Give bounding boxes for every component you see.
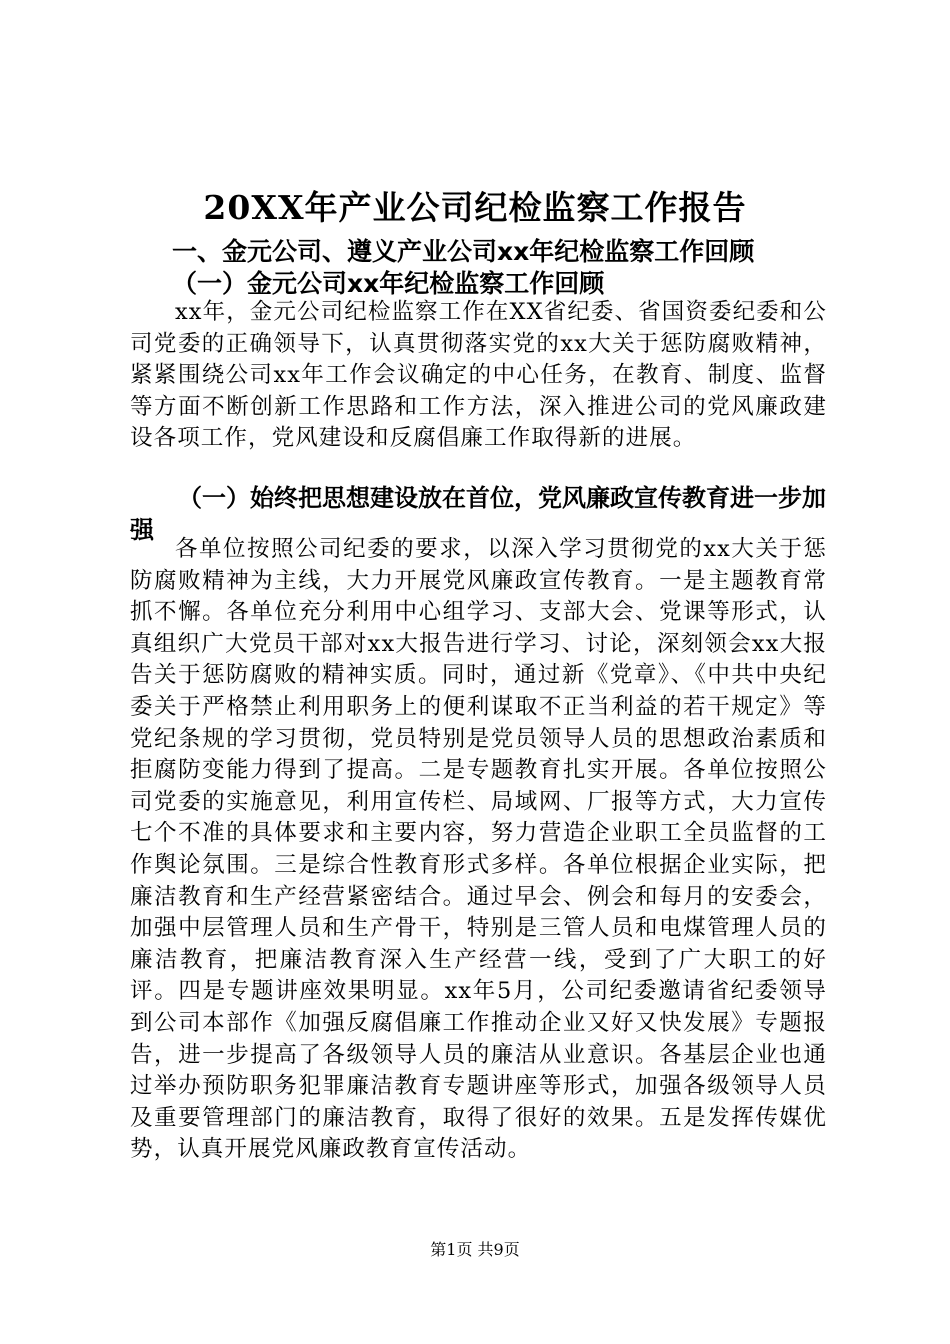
subsection-heading: （一）金元公司xx年纪检监察工作回顾 bbox=[172, 269, 605, 298]
page-footer: 第1页 共9页 bbox=[430, 1240, 520, 1259]
body-paragraph-2: 各单位按照公司纪委的要求，以深入学习贯彻党的xx大关于惩防腐败精神为主线，大力开展党风廉政宣传教育。一是主题教育常抓不懈。各单位充分利用中心组学习、支部大会、党课等形式，认真组织广大党员干部对xx大报告进行学习、讨论，深刻领会xx大报告关于惩防腐败的精神实质。同时，通过新《党章》、《中共中央纪委关于严格禁止利用职务上的便利谋取不正当利益的若干规定》等党纪条规的学习贯彻，党员特别是党员领导人员的思想政治素质和拒腐防变能力得到了提高。二是专题教育扎实开展。各单位按照公司党委的实施意见，利用宣传栏、局域网、厂报等方式，大力宣传七个不准的具体要求和主要内容，努力营造企业职工全员监督的工作舆论氛围。三是综合性教育形式多样。各单位根据企业实际，把廉洁教育和生产经营紧密结合。通过早会、例会和每月的安委会，加强中层管理人员和生产骨干，特别是三管人员和电煤管理人员的廉洁教育，把廉洁教育深入生产经营一线，受到了广大职工的好评。四是专题讲座效果明显。xx年5月，公司纪委邀请省纪委领导到公司本部作《加强反腐倡廉工作推动企业又好又快发展》专题报告，进一步提高了各级领导人员的廉洁从业意识。各基层企业也通过举办预防职务犯罪廉洁教育专题讲座等形式，加强各级领导人员及重要管理部门的廉洁教育，取得了很好的效果。五是发挥传媒优势，认真开展党风廉政教育宣传活动。 bbox=[130, 536, 827, 1163]
section-heading: 一、金元公司、遵义产业公司xx年纪检监察工作回顾 bbox=[172, 237, 755, 266]
point-heading: （一）始终把思想建设放在首位，党风廉政宣传教育进一步加强 bbox=[130, 484, 826, 544]
body-paragraph-1: xx年，金元公司纪检监察工作在XX省纪委、省国资委纪委和公司党委的正确领导下，认真贯彻落实党的xx大关于惩防腐败精神，紧紧围绕公司xx年工作会议确定的中心任务，在教育、制度、监督等方面不断创新工作思路和工作方法，深入推进公司的党风廉政建设各项工作，党风建设和反腐倡廉工作取得新的进展。 bbox=[130, 299, 827, 452]
document-title: 20XX年产业公司纪检监察工作报告 bbox=[203, 188, 747, 227]
